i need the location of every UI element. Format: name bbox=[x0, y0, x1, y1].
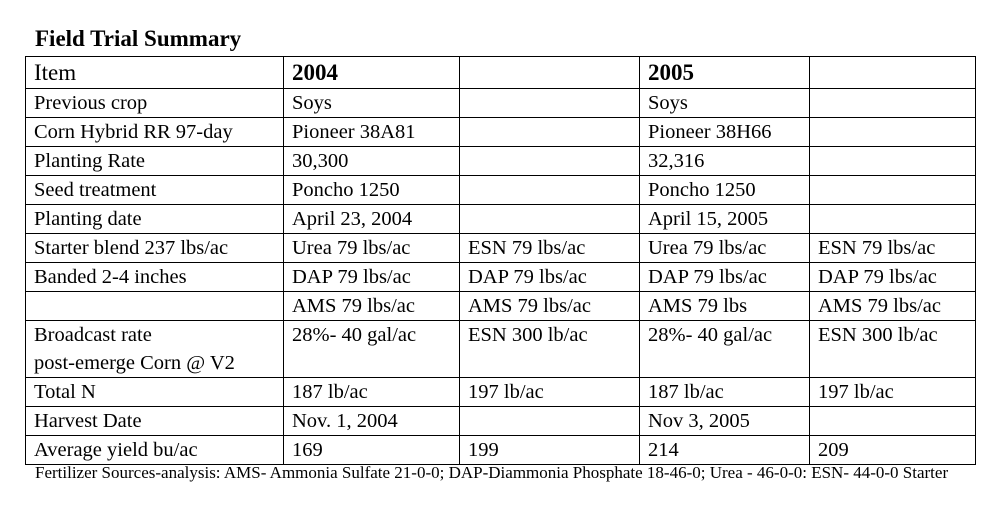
table-cell: 30,300 bbox=[284, 147, 460, 176]
table-cell: DAP 79 lbs/ac bbox=[460, 263, 640, 292]
table-cell: AMS 79 lbs bbox=[640, 292, 810, 321]
table-row bbox=[26, 407, 976, 436]
table-cell: Nov. 1, 2004 bbox=[284, 407, 460, 436]
table-cell: 28%- 40 gal/ac bbox=[640, 321, 810, 378]
table-cell: Pioneer 38A81 bbox=[284, 118, 460, 147]
table-row bbox=[26, 292, 976, 321]
table-cell bbox=[460, 89, 640, 118]
table-cell: April 15, 2005 bbox=[640, 205, 810, 234]
table-cell: AMS 79 lbs/ac bbox=[810, 292, 976, 321]
table-cell: Corn Hybrid RR 97-day bbox=[26, 118, 284, 147]
table-cell: 214 bbox=[640, 436, 810, 465]
table-cell: Planting Rate bbox=[26, 147, 284, 176]
table-row bbox=[26, 118, 976, 147]
table-cell bbox=[460, 176, 640, 205]
table-cell bbox=[460, 147, 640, 176]
table-cell: AMS 79 lbs/ac bbox=[284, 292, 460, 321]
header-item: Item bbox=[26, 57, 284, 89]
header-2005: 2005 bbox=[640, 57, 810, 89]
table-cell: 209 bbox=[810, 436, 976, 465]
table-cell: Soys bbox=[640, 89, 810, 118]
table-cell: Average yield bu/ac bbox=[26, 436, 284, 465]
table-cell: Seed treatment bbox=[26, 176, 284, 205]
table-cell: Banded 2-4 inches bbox=[26, 263, 284, 292]
table-cell: ESN 79 lbs/ac bbox=[810, 234, 976, 263]
table-cell: Total N bbox=[26, 378, 284, 407]
header-2004: 2004 bbox=[284, 57, 460, 89]
table-cell: April 23, 2004 bbox=[284, 205, 460, 234]
table-cell: 199 bbox=[460, 436, 640, 465]
table-cell bbox=[460, 205, 640, 234]
table-cell: ESN 79 lbs/ac bbox=[460, 234, 640, 263]
table-cell: ESN 300 lb/ac bbox=[810, 321, 976, 378]
table-cell: 197 lb/ac bbox=[810, 378, 976, 407]
table-row bbox=[26, 147, 976, 176]
footnote: Fertilizer Sources-analysis: AMS- Ammonia Sulfate 21-0-0; DAP-Diammonia Phosphate 18-46-0; Urea - 46-0-0: ESN- 44-0-0 Starter bbox=[35, 463, 949, 482]
table-cell: 187 lb/ac bbox=[284, 378, 460, 407]
table-cell: Starter blend 237 lbs/ac bbox=[26, 234, 284, 263]
table-cell: DAP 79 lbs/ac bbox=[284, 263, 460, 292]
table-cell: DAP 79 lbs/ac bbox=[640, 263, 810, 292]
table-cell: Pioneer 38H66 bbox=[640, 118, 810, 147]
header-empty bbox=[460, 57, 640, 89]
table-cell bbox=[26, 292, 284, 321]
table-cell: Planting date bbox=[26, 205, 284, 234]
table-cell bbox=[810, 205, 976, 234]
table-cell: Urea 79 lbs/ac bbox=[640, 234, 810, 263]
table-cell: 32,316 bbox=[640, 147, 810, 176]
table-cell bbox=[810, 176, 976, 205]
table-cell: Harvest Date bbox=[26, 407, 284, 436]
table-cell: ESN 300 lb/ac bbox=[460, 321, 640, 378]
table-header-row bbox=[26, 57, 976, 89]
table-cell: 169 bbox=[284, 436, 460, 465]
table-cell bbox=[460, 407, 640, 436]
header-empty bbox=[810, 57, 976, 89]
table-title: Field Trial Summary bbox=[35, 26, 242, 51]
table-cell: Soys bbox=[284, 89, 460, 118]
table-cell: Previous crop bbox=[26, 89, 284, 118]
table-cell bbox=[810, 89, 976, 118]
table-row bbox=[26, 378, 976, 407]
broadcast-label-line2: post-emerge Corn @ V2 bbox=[34, 352, 235, 374]
table-cell: 28%- 40 gal/ac bbox=[284, 321, 460, 378]
broadcast-label-line1: Broadcast rate bbox=[34, 324, 152, 346]
table-cell: Poncho 1250 bbox=[640, 176, 810, 205]
table-cell bbox=[810, 147, 976, 176]
table-cell: Nov 3, 2005 bbox=[640, 407, 810, 436]
table-cell: 197 lb/ac bbox=[460, 378, 640, 407]
table-cell bbox=[26, 321, 284, 378]
table-cell bbox=[810, 118, 976, 147]
field-trial-table bbox=[25, 56, 976, 465]
table-cell bbox=[810, 407, 976, 436]
table-cell: AMS 79 lbs/ac bbox=[460, 292, 640, 321]
table-cell: DAP 79 lbs/ac bbox=[810, 263, 976, 292]
table-cell bbox=[460, 118, 640, 147]
table-cell: 187 lb/ac bbox=[640, 378, 810, 407]
table-row bbox=[26, 176, 976, 205]
table-row bbox=[26, 89, 976, 118]
table-row bbox=[26, 205, 976, 234]
table-cell: Poncho 1250 bbox=[284, 176, 460, 205]
table-cell: Urea 79 lbs/ac bbox=[284, 234, 460, 263]
table-row bbox=[26, 436, 976, 465]
table-row bbox=[26, 234, 976, 263]
table-row bbox=[26, 321, 976, 378]
table-row bbox=[26, 263, 976, 292]
